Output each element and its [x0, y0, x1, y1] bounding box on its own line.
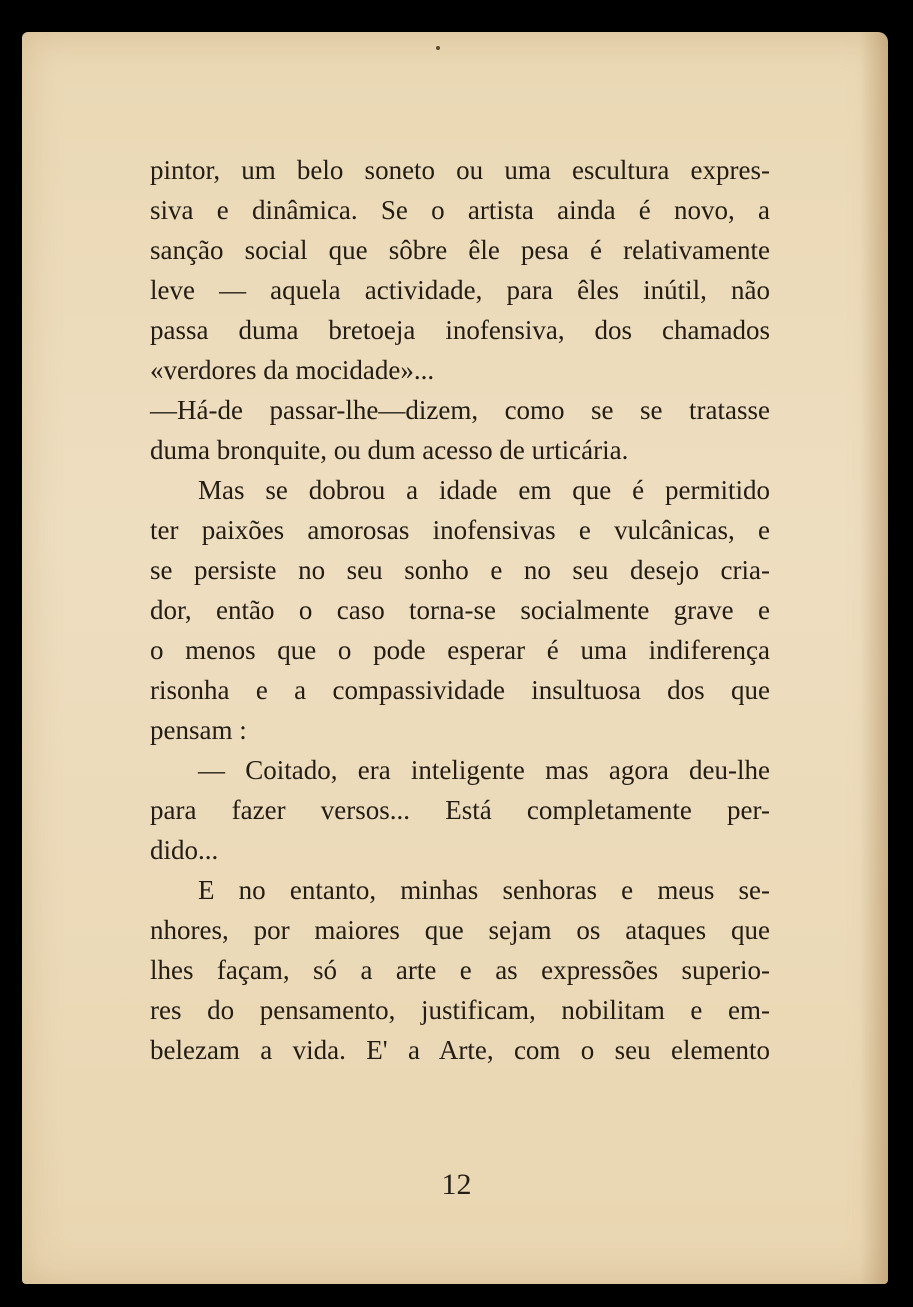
text-line: se persiste no seu sonho e no seu desejo cria-: [150, 555, 770, 585]
page-edge-shadow: [860, 32, 888, 1284]
text-line: —Há-de passar-lhe—dizem, como se se tratasse: [150, 395, 770, 425]
text-line: «verdores da mocidade»...: [150, 355, 435, 385]
text-line: o menos que o pode esperar é uma indiferença: [150, 635, 770, 665]
text-line: leve — aquela actividade, para êles inútil, não: [150, 275, 770, 305]
text-line: nhores, por maiores que sejam os ataques que: [150, 915, 770, 945]
text-line: dor, então o caso torna-se socialmente grave e: [150, 595, 770, 625]
text-line: belezam a vida. E' a Arte, com o seu elemento: [150, 1035, 770, 1065]
text-line: Mas se dobrou a idade em que é permitido: [198, 475, 770, 505]
text-line: pintor, um belo soneto ou uma escultura expres-: [150, 155, 770, 185]
text-line: lhes façam, só a arte e as expressões superio-: [150, 955, 770, 985]
text-line: risonha e a compassividade insultuosa dos que: [150, 675, 770, 705]
ink-speck: [436, 46, 440, 50]
text-line: duma bronquite, ou dum acesso de urticária.: [150, 435, 629, 465]
text-line: res do pensamento, justificam, nobilitam e em-: [150, 995, 770, 1025]
text-line: para fazer versos... Está completamente per-: [150, 795, 770, 825]
text-line: ter paixões amorosas inofensivas e vulcânicas, e: [150, 515, 770, 545]
text-line: sanção social que sôbre êle pesa é relativamente: [150, 235, 770, 265]
text-line: pensam :: [150, 715, 247, 745]
text-line: passa duma bretoeja inofensiva, dos chamados: [150, 315, 770, 345]
text-line: siva e dinâmica. Se o artista ainda é novo, a: [150, 195, 770, 225]
page-number: 12: [441, 1168, 472, 1201]
text-line: — Coitado, era inteligente mas agora deu-lhe: [198, 755, 770, 785]
body-text: [150, 150, 770, 1070]
text-line: dido...: [150, 835, 219, 865]
text-line: E no entanto, minhas senhoras e meus se-: [198, 875, 770, 905]
